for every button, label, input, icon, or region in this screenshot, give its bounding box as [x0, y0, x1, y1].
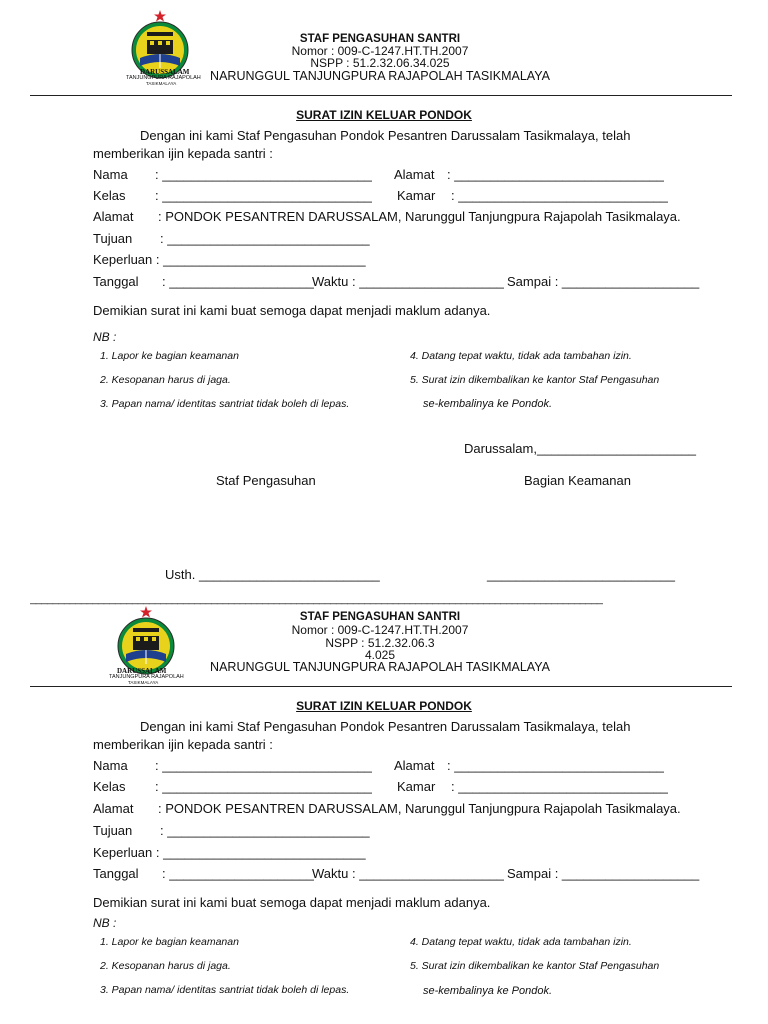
tujuan-label: Tujuan — [93, 231, 133, 246]
nb-item-2: 2. Kesopanan harus di jaga. — [100, 960, 231, 972]
header-rule — [30, 95, 732, 96]
intro-line-1: Dengan ini kami Staf Pengasuhan Pondok Pesantren Darussalam Tasikmalaya, telah — [140, 719, 631, 734]
closing-text: Demikian surat ini kami buat semoga dapat menjadi maklum adanya. — [93, 303, 491, 318]
keperluan-field[interactable]: Keperluan : ____________________________ — [93, 252, 366, 267]
keperluan-field[interactable]: Keperluan : ____________________________ — [93, 845, 366, 860]
kamar-label: Kamar — [397, 188, 436, 203]
closing-text: Demikian surat ini kami buat semoga dapat menjadi maklum adanya. — [93, 895, 491, 910]
nb-item-5-cont: se-kembalinya ke Pondok. — [423, 985, 553, 997]
nspp: NSPP : 51.2.32.06.34.025 — [310, 56, 450, 70]
header-rule — [30, 686, 732, 687]
tanggal-label: Tanggal — [93, 866, 139, 881]
tujuan-field[interactable]: : ____________________________ — [160, 231, 370, 246]
address: NARUNGGUL TANJUNGPURA RAJAPOLAH TASIKMALAYA — [210, 660, 550, 674]
kelas-label: Kelas — [93, 779, 126, 794]
nama-field[interactable]: : _____________________________ — [155, 758, 372, 773]
alamat-label: Alamat — [93, 801, 134, 816]
tanggal-field[interactable]: : ____________________ — [162, 274, 314, 289]
alamat-right-label: Alamat — [394, 167, 435, 182]
address: NARUNGGUL TANJUNGPURA RAJAPOLAH TASIKMALAYA — [210, 69, 550, 83]
tujuan-label: Tujuan — [93, 823, 133, 838]
alamat-right-label: Alamat — [394, 758, 435, 773]
intro-line-2: memberikan ijin kepada santri : — [93, 146, 273, 161]
kamar-field[interactable]: : _____________________________ — [451, 188, 668, 203]
logo-name: DARUSSALAM — [140, 68, 190, 76]
place-date[interactable]: Darussalam,______________________ — [464, 441, 697, 456]
nama-field[interactable]: : _____________________________ — [155, 167, 372, 182]
kamar-label: Kamar — [397, 779, 436, 794]
logo-subtitle: TANJUNGPURA RAJAPOLAH — [126, 75, 201, 81]
kamar-field[interactable]: : _____________________________ — [451, 779, 668, 794]
nb-item-3: 3. Papan nama/ identitas santriat tidak boleh di lepas. — [100, 984, 350, 996]
alamat-value: : PONDOK PESANTREN DARUSSALAM, Narunggul Tanjungpura Rajapolah Tasikmalaya. — [158, 801, 681, 816]
nb-item-5: 5. Surat izin dikembalikan ke kantor Staf Pengasuhan — [410, 960, 660, 972]
nama-label: Nama — [93, 758, 128, 773]
sign-right-title: Bagian Keamanan — [524, 473, 631, 488]
alamat-value: : PONDOK PESANTREN DARUSSALAM, Narunggul Tanjungpura Rajapolah Tasikmalaya. — [158, 209, 681, 224]
nspp-continued: 4.025 — [364, 648, 396, 662]
right-signature[interactable]: __________________________ — [487, 567, 675, 582]
org-name: STAF PENGASUHAN SANTRI — [299, 611, 461, 623]
nspp: NSPP : 51.2.32.06.3 — [325, 636, 435, 650]
nomor: Nomor : 009-C-1247.HT.TH.2007 — [291, 44, 469, 58]
nama-label: Nama — [93, 167, 128, 182]
nb-item-5-cont: se-kembalinya ke Pondok. — [423, 398, 553, 410]
form-title: SURAT IZIN KELUAR PONDOK — [296, 699, 472, 713]
intro-line-1: Dengan ini kami Staf Pengasuhan Pondok Pesantren Darussalam Tasikmalaya, telah — [140, 128, 631, 143]
sampai-field[interactable]: Sampai : ___________________ — [507, 866, 700, 881]
logo-subtitle-2: TASIKMALAYA — [128, 680, 159, 685]
cut-separator: _____________________________________________________________________________________________________ — [30, 593, 603, 605]
kelas-field[interactable]: : _____________________________ — [155, 188, 372, 203]
star-icon — [154, 10, 166, 22]
intro-line-2: memberikan ijin kepada santri : — [93, 737, 273, 752]
kelas-label: Kelas — [93, 188, 126, 203]
nb-item-3: 3. Papan nama/ identitas santriat tidak boleh di lepas. — [100, 398, 350, 410]
tanggal-field[interactable]: : ____________________ — [162, 866, 314, 881]
form-title: SURAT IZIN KELUAR PONDOK — [296, 108, 472, 122]
alamat-right-field[interactable]: : _____________________________ — [447, 167, 664, 182]
org-name: STAF PENGASUHAN SANTRI — [299, 33, 461, 45]
nb-item-5: 5. Surat izin dikembalikan ke kantor Staf Pengasuhan — [410, 374, 660, 386]
nomor: Nomor : 009-C-1247.HT.TH.2007 — [291, 623, 469, 637]
nb-item-1: 1. Lapor ke bagian keamanan — [100, 350, 239, 362]
nb-label: NB : — [93, 916, 117, 930]
nb-item-1: 1. Lapor ke bagian keamanan — [100, 936, 239, 948]
logo-subtitle: TANJUNGPURA RAJAPOLAH — [109, 674, 184, 680]
waktu-field[interactable]: Waktu : ____________________ — [312, 274, 504, 289]
alamat-right-field[interactable]: : _____________________________ — [447, 758, 664, 773]
kelas-field[interactable]: : _____________________________ — [155, 779, 372, 794]
logo-subtitle-2: TASIKMALAYA — [146, 81, 177, 86]
nb-item-4: 4. Datang tepat waktu, tidak ada tambahan izin. — [410, 936, 632, 948]
nb-label: NB : — [93, 330, 117, 344]
sign-left-title: Staf Pengasuhan — [216, 473, 316, 488]
sampai-field[interactable]: Sampai : ___________________ — [507, 274, 700, 289]
nb-item-2: 2. Kesopanan harus di jaga. — [100, 374, 231, 386]
logo-name: DARUSSALAM — [117, 667, 167, 675]
star-icon — [140, 606, 152, 618]
tanggal-label: Tanggal — [93, 274, 139, 289]
ustadz-signature[interactable]: Usth. _________________________ — [165, 567, 380, 582]
alamat-label: Alamat — [93, 209, 134, 224]
waktu-field[interactable]: Waktu : ____________________ — [312, 866, 504, 881]
nb-item-4: 4. Datang tepat waktu, tidak ada tambahan izin. — [410, 350, 632, 362]
tujuan-field[interactable]: : ____________________________ — [160, 823, 370, 838]
